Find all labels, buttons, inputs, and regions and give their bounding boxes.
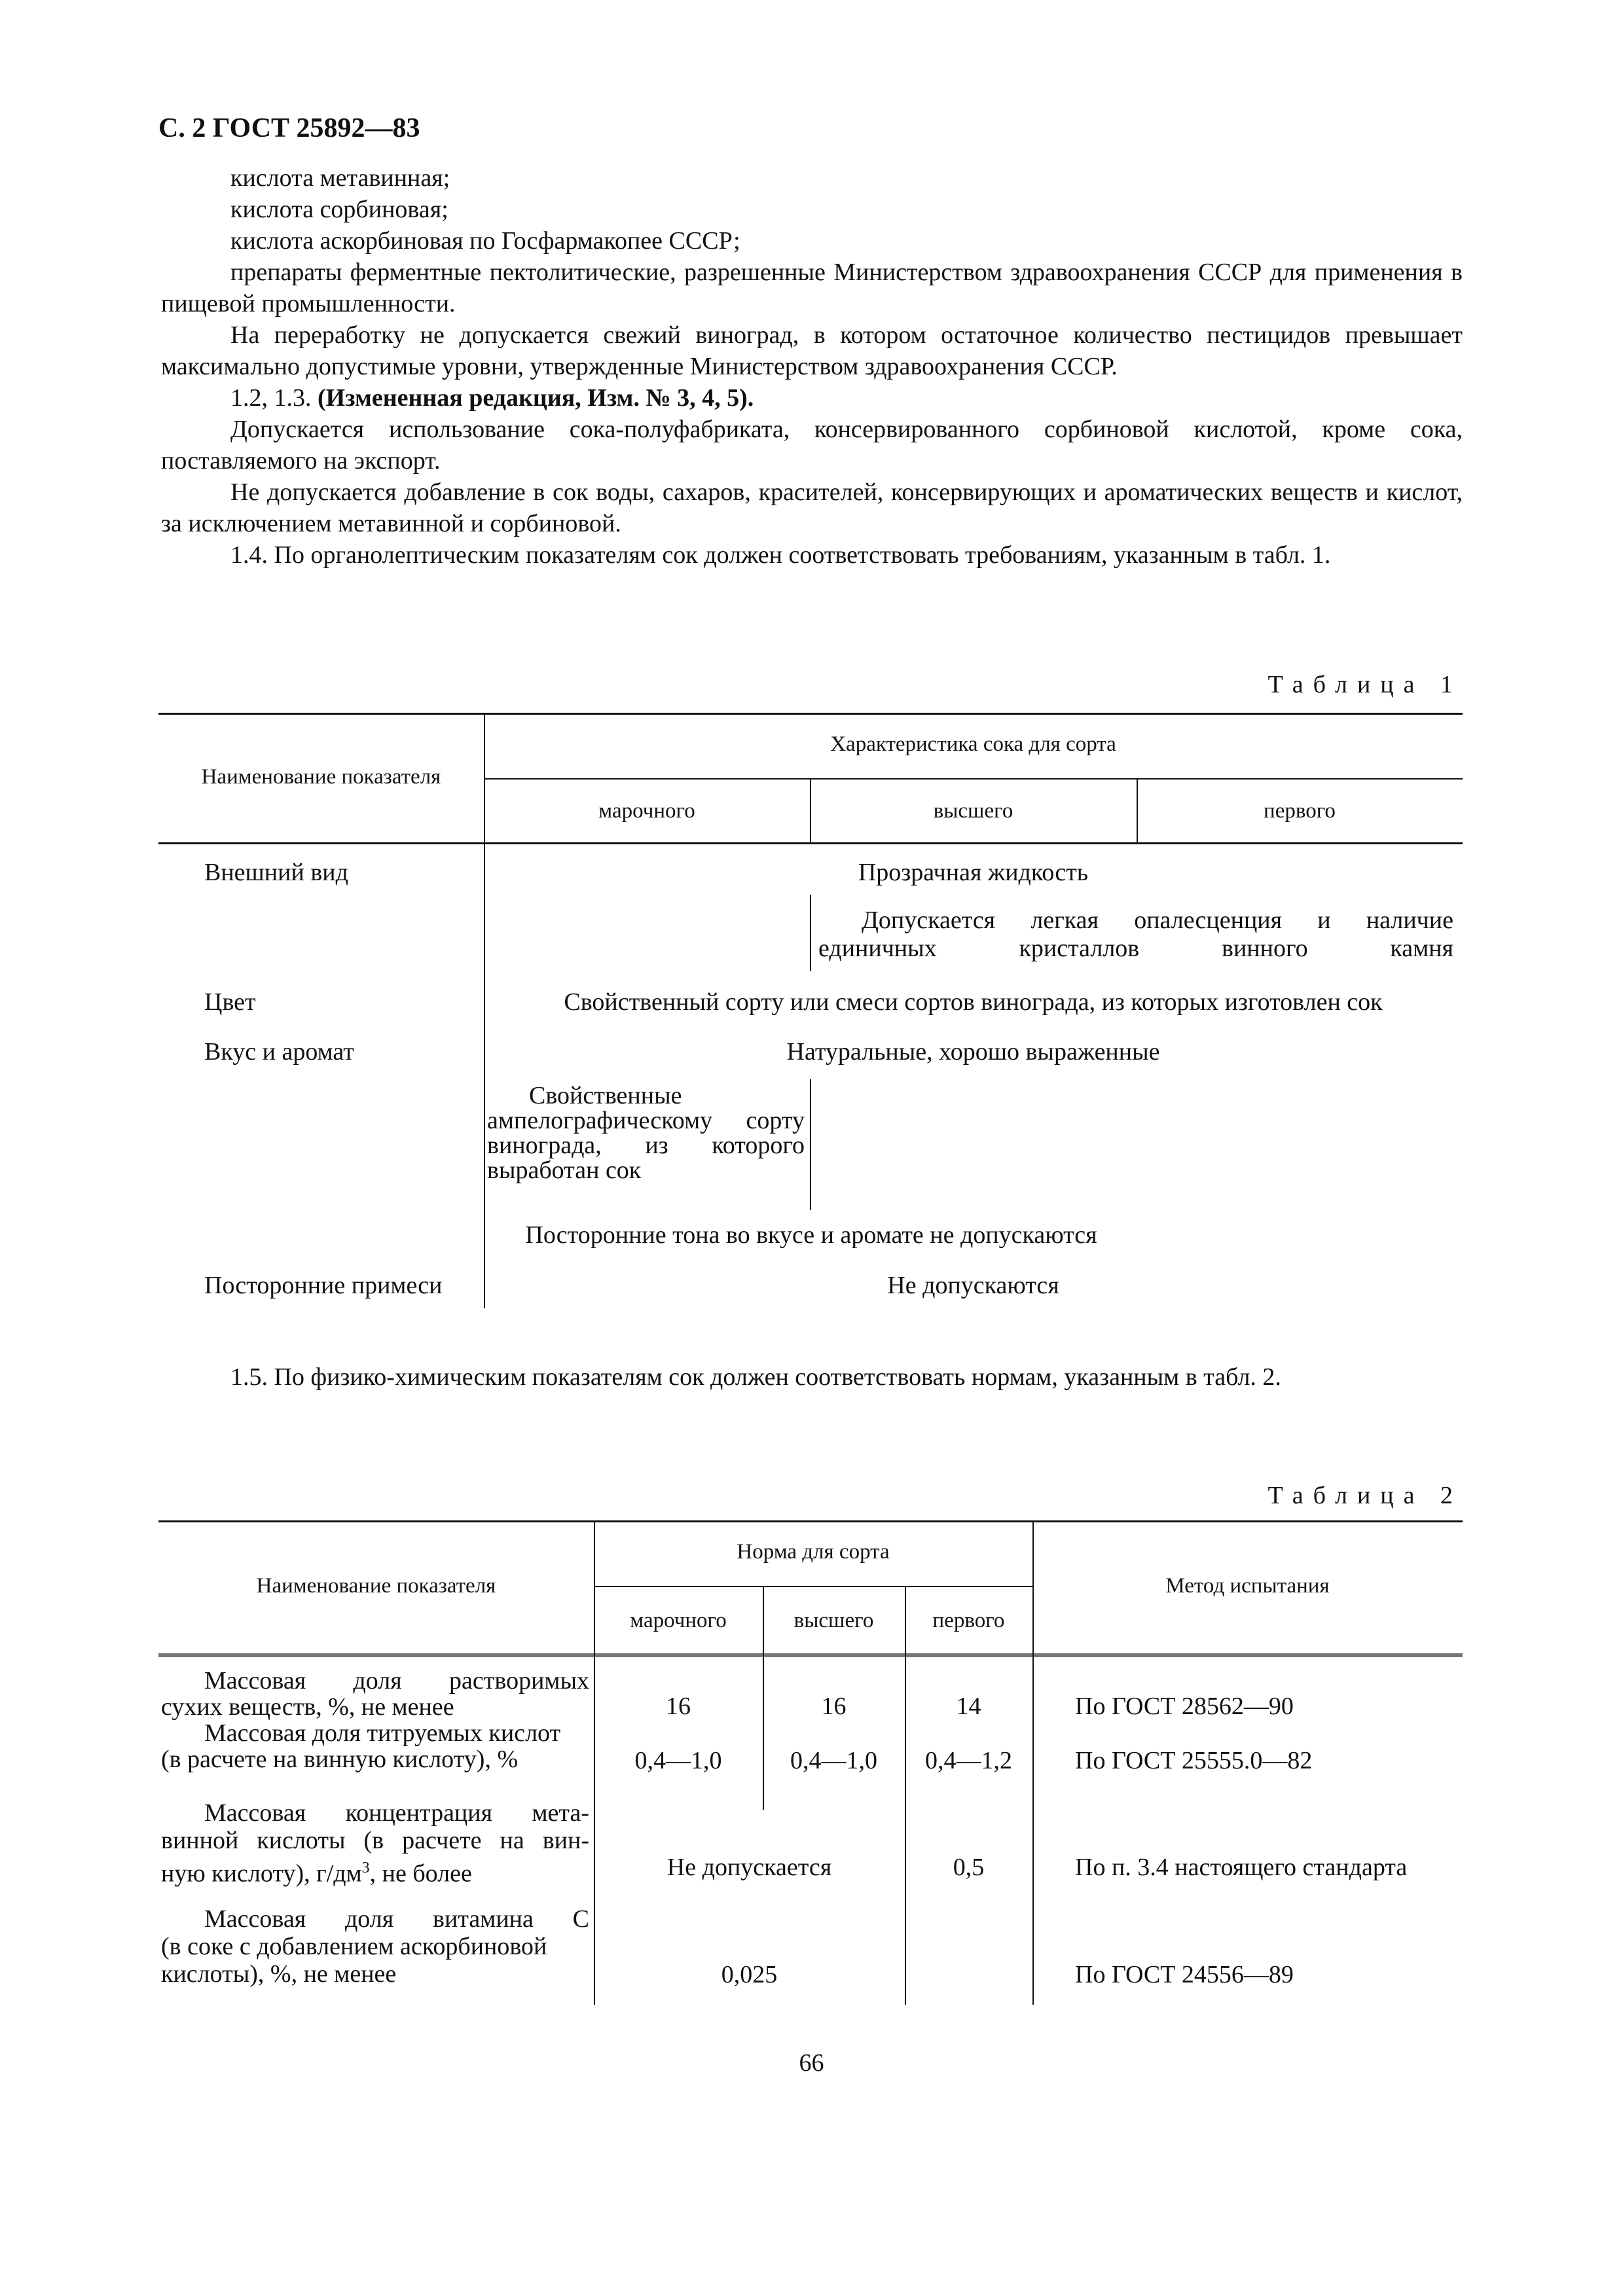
table1-group-rule — [484, 778, 1463, 780]
table1-row3-marochnyi: Свойственные ампелографическому сорту винограда, из которого выработан сок — [487, 1082, 805, 1184]
table2-head-method: Метод испытания — [1165, 1574, 1330, 1598]
paragraph-dobavleniye: Не допускается добавление в сок воды, сахаров, красителей, консервирующих и ароматических веществ и кислот, за исключением метавинной и сорбиновой. — [161, 478, 1463, 537]
paragraph-1-5-block — [161, 1361, 1463, 1393]
table2-top-rule — [158, 1520, 1463, 1522]
table2-row3-name-tail: , не более — [369, 1859, 472, 1888]
table2-head-name: Наименование показателя — [256, 1574, 496, 1598]
table2-row3-name-line1: Массовая концентрация мета- — [204, 1799, 589, 1827]
table2-row2-pervyi: 0,4—1,2 — [925, 1747, 1012, 1774]
amendment-note: (Измененная редакция, Изм. № 3, 4, 5). — [318, 384, 754, 412]
table2-divider-col2 — [905, 1586, 906, 2005]
amendment-clauses: 1.2, 1.3. — [230, 384, 318, 412]
table2-col-marochnyi: марочного — [630, 1609, 727, 1632]
table2-row2-vysshii: 0,4—1,0 — [790, 1747, 877, 1774]
table2-row3-pervyi: 0,5 — [953, 1854, 985, 1881]
table1-caption: Таблица 1 — [1267, 671, 1463, 698]
list-item-askorbinovaya: кислота аскорбиновая по Госфармакопее СССР; — [230, 227, 740, 255]
paragraph-amendment — [161, 382, 1463, 414]
table2-row3-method: По п. 3.4 настоящего стандарта — [1075, 1854, 1408, 1881]
table2-row2-method: По ГОСТ 25555.0—82 — [1075, 1747, 1313, 1774]
table1-top-rule — [158, 713, 1463, 715]
table2-row1-name-line1: Массовая доля растворимых — [204, 1667, 589, 1695]
table1-row1-note: Допускается легкая опалесценция и наличие единичных кристаллов винного камня — [818, 906, 1453, 962]
page-number: 66 — [799, 2049, 824, 2077]
table2-row2-name-line1: Массовая доля титруемых кислот — [204, 1719, 561, 1747]
paragraph-pesticidy: На переработку не допускается свежий виноград, в котором остаточное количество пестицидов превышает максимально допустимые уровни, утвержденные Министерством здравоохранения СССР. — [161, 321, 1463, 380]
table2-col-vysshii: высшего — [793, 1609, 874, 1632]
table1-row3-note: Посторонние тона во вкусе и аромате не допускаются — [525, 1221, 1097, 1249]
table2-row3-marochnyi-vysshii: Не допускается — [666, 1854, 832, 1881]
table2-group-rule — [594, 1586, 1032, 1587]
table2-row2-marochnyi: 0,4—1,0 — [634, 1747, 722, 1774]
table2-row4-name-line3: кислоты), %, не менее — [161, 1960, 397, 1988]
table-1 — [158, 713, 1463, 1308]
table1-row3-name: Вкус и аромат — [204, 1038, 354, 1066]
table2-row4-marochnyi-vysshii: 0,025 — [721, 1961, 778, 1988]
table2-row1-vysshii: 16 — [821, 1693, 847, 1720]
table1-row1-name: Внешний вид — [204, 859, 348, 886]
table1-col-pervyi: первого — [1264, 799, 1336, 823]
table1-divider-r1 — [810, 895, 811, 971]
table2-row1-name-line2: сухих веществ, %, не менее — [161, 1693, 454, 1721]
table2-row3-name-line3 — [161, 1854, 472, 1888]
table1-row4-name: Посторонние примеси — [204, 1272, 443, 1299]
table2-row3-name-sup: 3 — [361, 1859, 370, 1876]
table2-row3-name-unit: ную кислоту), г/дм — [161, 1859, 362, 1888]
table2-row4-name-line2: (в соке с добавлением аскорбиновой — [161, 1933, 547, 1960]
table1-head-group: Характеристика сока для сорта — [830, 732, 1116, 756]
list-item-sorbinovaya: кислота сорбиновая; — [230, 196, 448, 223]
table1-divider-r3 — [810, 1079, 811, 1210]
table2-row1-marochnyi: 16 — [666, 1693, 691, 1720]
table2-row4-name-line1: Массовая доля витамина С — [204, 1905, 589, 1933]
table2-head-group: Норма для сорта — [737, 1540, 890, 1564]
table1-row2-name: Цвет — [204, 988, 256, 1016]
table2-row3-name-line2: винной кислоты (в расчете на вин- — [161, 1827, 589, 1854]
table2-row2-name-line2: (в расчете на винную кислоту), % — [161, 1746, 519, 1773]
intro-text — [161, 162, 1463, 571]
list-item-metavinnaya: кислота метавинная; — [230, 164, 450, 192]
table-2 — [158, 1520, 1463, 2005]
table2-row1-pervyi: 14 — [956, 1693, 981, 1720]
paragraph-polufabrikat: Допускается использование сока-полуфабриката, консервированного сорбиновой кислотой, кроме сока, поставляемого на экспорт. — [161, 416, 1463, 475]
table2-row1-method: По ГОСТ 28562—90 — [1075, 1693, 1294, 1720]
table2-divider-col1-body — [763, 1655, 764, 1810]
paragraph-1-4: 1.4. По органолептическим показателям сок должен соответствовать требованиям, указанным в табл. 1. — [230, 541, 1331, 569]
table1-row4-value: Не допускаются — [887, 1272, 1059, 1299]
table2-row4-method: По ГОСТ 24556—89 — [1075, 1961, 1294, 1988]
table1-col-marochnyi: марочного — [598, 799, 695, 823]
table2-caption: Таблица 2 — [1267, 1482, 1463, 1509]
table1-head-name: Наименование показателя — [201, 765, 441, 789]
table2-col-pervyi: первого — [932, 1609, 1005, 1632]
table1-col-vysshii: высшего — [933, 799, 1013, 823]
paragraph-fermenty: препараты ферментные пектолитические, разрешенные Министерством здравоохранения СССР для применения в пищевой промышленности. — [161, 259, 1463, 317]
table2-head-rule — [158, 1653, 1463, 1657]
page-header: С. 2 ГОСТ 25892—83 — [158, 113, 420, 143]
table1-row1-value: Прозрачная жидкость — [858, 859, 1089, 886]
paragraph-1-5: 1.5. По физико-химическим показателям сок должен соответствовать нормам, указанным в табл. 2. — [230, 1363, 1281, 1391]
table1-row2-value: Свойственный сорту или смеси сортов винограда, из которых изготовлен сок — [564, 988, 1383, 1016]
table1-row3-value: Натуральные, хорошо выраженные — [786, 1038, 1160, 1066]
